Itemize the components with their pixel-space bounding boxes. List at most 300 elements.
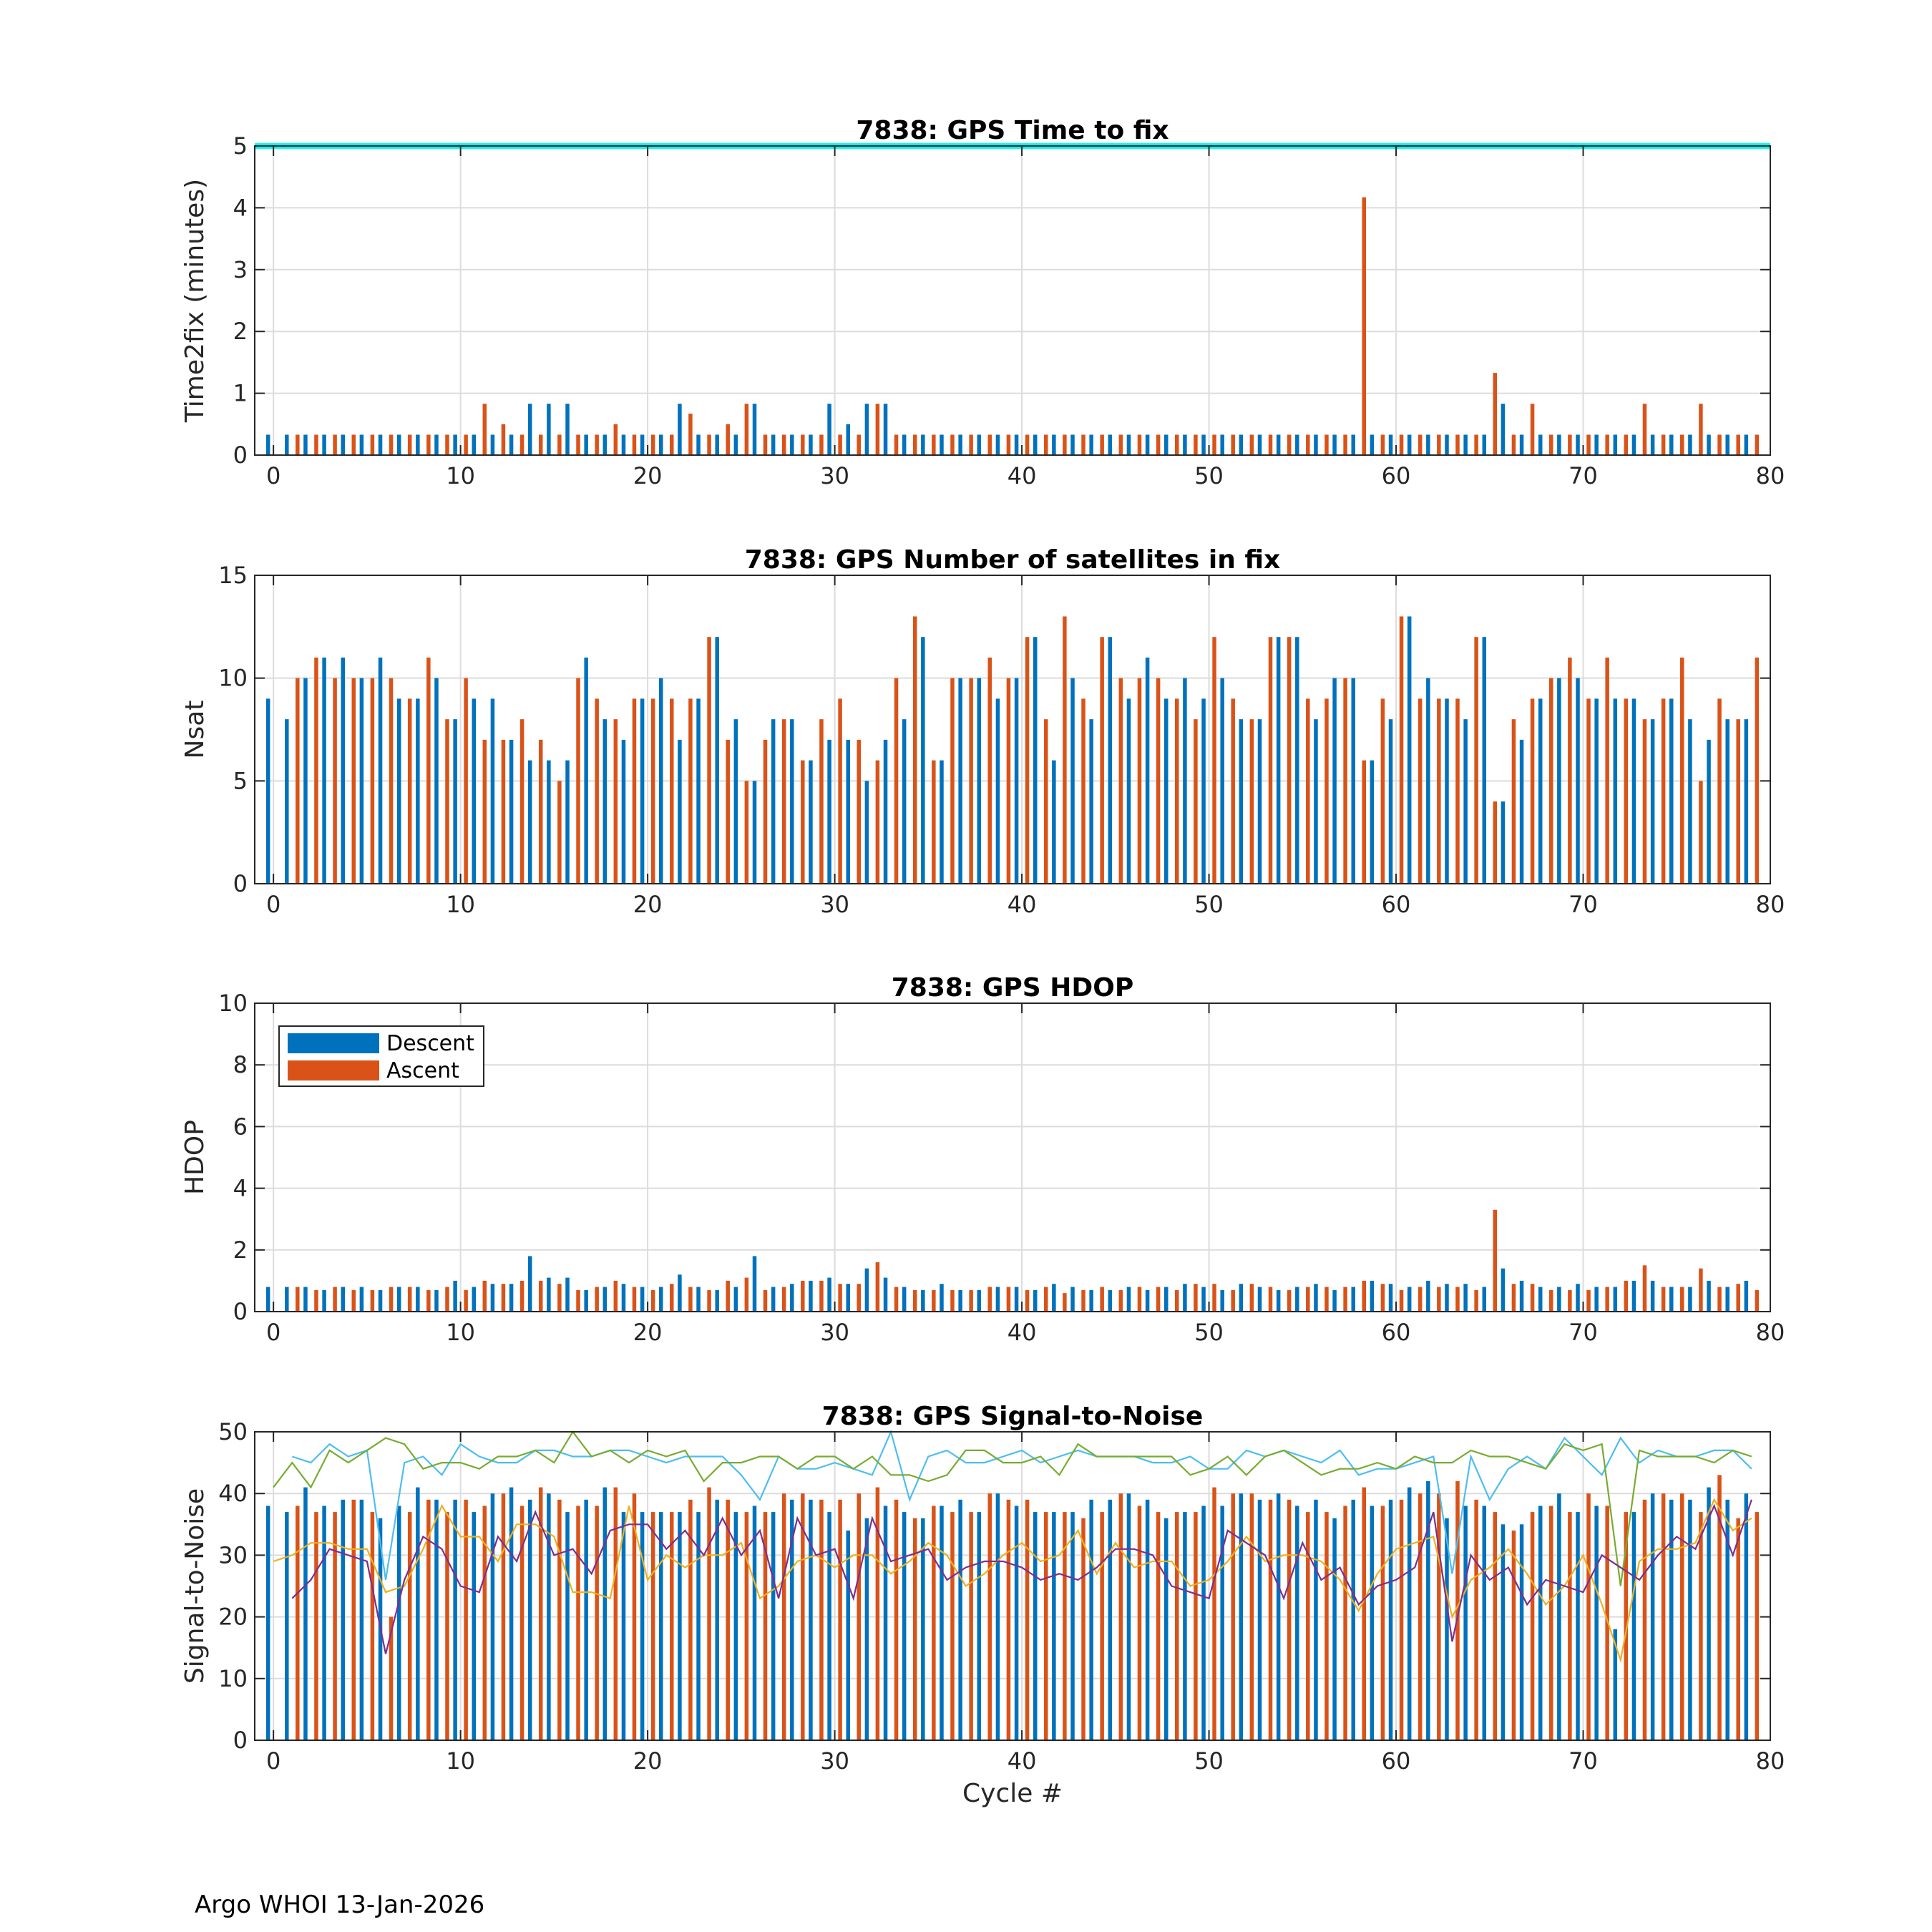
bar-descent-55 (1295, 1506, 1299, 1740)
bar-ascent-79 (1755, 658, 1760, 884)
bar-ascent-34 (913, 1518, 917, 1740)
bar-ascent-48 (1175, 1512, 1179, 1740)
bar-descent-45 (1108, 637, 1113, 884)
x-tick-label: 0 (265, 1319, 281, 1346)
bar-descent-59 (1370, 1506, 1375, 1740)
bar-descent-47 (1146, 434, 1150, 455)
bar-descent-67 (1520, 1524, 1524, 1740)
x-tick-label: 80 (1755, 462, 1785, 489)
x-tick-label: 30 (820, 891, 849, 918)
x-tick-label: 40 (1007, 462, 1037, 489)
bar-ascent-41 (1044, 434, 1048, 455)
bar-descent-75 (1669, 1287, 1674, 1312)
bar-ascent-17 (595, 434, 599, 455)
bar-ascent-75 (1680, 434, 1684, 455)
bar-ascent-74 (1662, 1287, 1666, 1312)
bar-descent-58 (1351, 434, 1355, 455)
x-tick-label: 10 (446, 1319, 475, 1346)
bar-descent-51 (1220, 1506, 1224, 1740)
bar-ascent-50 (1212, 637, 1216, 884)
bar-ascent-3 (333, 1287, 337, 1312)
bar-ascent-7 (408, 1512, 412, 1740)
bar-descent-52 (1239, 719, 1244, 884)
bar-ascent-24 (726, 740, 730, 884)
bar-descent-69 (1557, 1493, 1561, 1740)
bar-descent-8 (416, 698, 420, 884)
bar-ascent-47 (1156, 434, 1161, 455)
bar-descent-63 (1445, 434, 1449, 455)
bar-ascent-4 (351, 434, 356, 455)
bar-descent-8 (416, 1287, 420, 1312)
bar-descent-60 (1389, 719, 1393, 884)
bar-descent-66 (1501, 404, 1506, 455)
bar-ascent-16 (576, 434, 580, 455)
y-tick-label: 5 (233, 767, 248, 795)
bar-descent-24 (715, 434, 719, 455)
bar-descent-60 (1389, 434, 1393, 455)
bar-ascent-25 (745, 404, 749, 455)
bar-ascent-55 (1306, 434, 1310, 455)
bar-ascent-65 (1493, 373, 1498, 455)
bar-descent-68 (1538, 1506, 1543, 1740)
y-tick-label: 1 (233, 379, 248, 407)
bar-descent-34 (902, 1512, 907, 1740)
bar-descent-78 (1725, 434, 1729, 455)
bar-descent-76 (1688, 1287, 1692, 1312)
footer-credit: Argo WHOI 13-Jan-2026 (195, 1890, 485, 1919)
bar-ascent-45 (1119, 1290, 1123, 1312)
bar-ascent-75 (1680, 1493, 1684, 1740)
bar-ascent-51 (1231, 698, 1235, 884)
y-tick-label: 10 (218, 1664, 248, 1692)
bar-descent-58 (1351, 1287, 1355, 1312)
bar-descent-39 (996, 1493, 1000, 1740)
y-tick-label: 0 (233, 1727, 248, 1754)
bar-descent-57 (1332, 678, 1337, 884)
bar-ascent-30 (838, 1284, 842, 1312)
bar-descent-62 (1426, 678, 1430, 884)
bar-ascent-17 (595, 1506, 599, 1740)
bar-descent-20 (640, 698, 645, 884)
bar-ascent-73 (1643, 1500, 1647, 1740)
bar-ascent-4 (351, 1290, 356, 1312)
bar-ascent-29 (819, 434, 824, 455)
bar-ascent-6 (389, 1287, 394, 1312)
legend-label-descent: Descent (386, 1031, 474, 1056)
bar-ascent-43 (1081, 1518, 1085, 1740)
bar-ascent-61 (1418, 1493, 1423, 1740)
x-tick-label: 50 (1194, 462, 1224, 489)
bar-ascent-2 (314, 434, 318, 455)
bar-ascent-77 (1717, 434, 1722, 455)
bar-ascent-25 (745, 1278, 749, 1312)
bar-ascent-16 (576, 1506, 580, 1740)
bar-descent-15 (547, 1278, 551, 1312)
bar-ascent-29 (819, 1500, 824, 1740)
y-tick-label: 5 (233, 132, 248, 160)
bar-ascent-16 (576, 1290, 580, 1312)
bar-ascent-68 (1549, 1290, 1553, 1312)
bar-descent-18 (603, 1287, 608, 1312)
bar-descent-42 (1052, 434, 1056, 455)
x-tick-label: 0 (265, 462, 281, 489)
bar-ascent-33 (894, 434, 899, 455)
bar-ascent-65 (1493, 1512, 1498, 1740)
bar-descent-18 (603, 434, 608, 455)
y-axis-label: HDOP (180, 1120, 210, 1195)
bar-descent-2 (303, 678, 308, 884)
bar-descent-62 (1426, 1481, 1430, 1740)
bar-descent-10 (453, 1500, 457, 1740)
bar-ascent-59 (1381, 1284, 1385, 1312)
bar-descent-13 (509, 1488, 514, 1740)
bar-ascent-78 (1736, 434, 1740, 455)
bar-ascent-59 (1381, 1506, 1385, 1740)
bar-ascent-49 (1194, 1284, 1198, 1312)
bar-descent-4 (341, 658, 345, 884)
bar-descent-54 (1277, 434, 1281, 455)
bar-ascent-5 (371, 678, 375, 884)
bar-ascent-36 (950, 678, 955, 884)
bar-descent-65 (1483, 1287, 1487, 1312)
bar-ascent-22 (688, 414, 693, 455)
bar-ascent-69 (1568, 1290, 1572, 1312)
bar-descent-22 (678, 404, 682, 455)
bar-descent-56 (1314, 1500, 1318, 1740)
bar-descent-67 (1520, 740, 1524, 884)
bar-ascent-48 (1175, 1290, 1179, 1312)
bar-descent-65 (1483, 637, 1487, 884)
bar-descent-33 (884, 740, 888, 884)
bar-ascent-1 (296, 678, 300, 884)
bar-ascent-4 (351, 678, 356, 884)
bar-descent-27 (771, 434, 776, 455)
bar-ascent-49 (1194, 1512, 1198, 1740)
bar-descent-51 (1220, 434, 1224, 455)
bar-descent-8 (416, 1488, 420, 1740)
bar-ascent-79 (1755, 1512, 1760, 1740)
bar-ascent-27 (782, 434, 786, 455)
bar-descent-24 (715, 1500, 719, 1740)
bar-ascent-52 (1250, 1284, 1254, 1312)
bar-descent-47 (1146, 658, 1150, 884)
bar-descent-54 (1277, 1493, 1281, 1740)
bar-ascent-24 (726, 424, 730, 455)
bar-descent-31 (846, 424, 850, 455)
bar-ascent-73 (1643, 1265, 1647, 1312)
bar-descent-30 (827, 1278, 831, 1312)
bar-descent-21 (659, 434, 663, 455)
x-tick-label: 10 (446, 462, 475, 489)
bar-ascent-33 (894, 1287, 899, 1312)
bar-descent-61 (1407, 1488, 1412, 1740)
bar-descent-43 (1070, 1287, 1075, 1312)
bar-descent-68 (1538, 698, 1543, 884)
bar-descent-32 (865, 1518, 869, 1740)
legend (279, 1026, 484, 1086)
bar-ascent-43 (1081, 698, 1085, 884)
bar-descent-7 (397, 698, 401, 884)
bar-descent-22 (678, 1512, 682, 1740)
bar-descent-64 (1463, 1506, 1468, 1740)
bar-descent-31 (846, 740, 850, 884)
bar-ascent-22 (688, 1287, 693, 1312)
bar-ascent-57 (1343, 1287, 1347, 1312)
bar-descent-7 (397, 434, 401, 455)
bar-ascent-10 (464, 1290, 468, 1312)
bar-ascent-5 (371, 1290, 375, 1312)
bar-ascent-8 (426, 1290, 431, 1312)
bar-ascent-62 (1437, 1493, 1441, 1740)
bar-descent-51 (1220, 1290, 1224, 1312)
y-axis-label: Nsat (180, 700, 210, 759)
bar-descent-43 (1070, 1512, 1075, 1740)
bar-descent-23 (696, 434, 701, 455)
bar-descent-33 (884, 1278, 888, 1312)
bar-ascent-35 (932, 434, 936, 455)
bar-ascent-26 (763, 434, 768, 455)
bar-descent-60 (1389, 1500, 1393, 1740)
bar-ascent-40 (1025, 1500, 1030, 1740)
x-tick-label: 0 (265, 1747, 281, 1775)
bar-ascent-21 (670, 1512, 674, 1740)
bar-ascent-2 (314, 658, 318, 884)
bar-descent-14 (528, 1500, 532, 1740)
bar-ascent-35 (932, 1506, 936, 1740)
bar-descent-29 (809, 434, 813, 455)
bar-descent-36 (940, 1506, 944, 1740)
bar-ascent-29 (819, 1281, 824, 1312)
bar-ascent-29 (819, 719, 824, 884)
bar-ascent-60 (1400, 1290, 1404, 1312)
bar-ascent-13 (520, 719, 525, 884)
bar-ascent-28 (801, 434, 805, 455)
bar-ascent-3 (333, 678, 337, 884)
bar-descent-11 (472, 1287, 477, 1312)
bar-ascent-37 (969, 678, 973, 884)
bar-descent-39 (996, 698, 1000, 884)
bar-ascent-68 (1549, 1506, 1553, 1740)
bar-descent-9 (434, 434, 439, 455)
x-tick-label: 30 (820, 1747, 849, 1775)
bar-ascent-32 (876, 761, 880, 884)
bar-descent-50 (1201, 434, 1206, 455)
bar-descent-54 (1277, 1290, 1281, 1312)
bar-descent-47 (1146, 1500, 1150, 1740)
bar-descent-77 (1707, 434, 1711, 455)
bar-descent-16 (565, 1512, 570, 1740)
bar-ascent-35 (932, 761, 936, 884)
bar-descent-57 (1332, 1518, 1337, 1740)
bar-descent-47 (1146, 1290, 1150, 1312)
bar-ascent-78 (1736, 719, 1740, 884)
bar-ascent-40 (1025, 434, 1030, 455)
bar-ascent-69 (1568, 1512, 1572, 1740)
bar-ascent-65 (1493, 801, 1498, 884)
bar-ascent-28 (801, 761, 805, 884)
bar-descent-17 (584, 658, 588, 884)
bar-descent-0 (266, 1506, 270, 1740)
bar-ascent-31 (857, 434, 861, 455)
bar-ascent-64 (1474, 637, 1478, 884)
bar-descent-6 (379, 1290, 383, 1312)
y-tick-label: 4 (233, 1174, 248, 1202)
bar-descent-72 (1614, 1287, 1618, 1312)
bar-descent-71 (1594, 1287, 1599, 1312)
bar-descent-6 (379, 658, 383, 884)
bar-ascent-50 (1212, 1488, 1216, 1740)
bar-descent-10 (453, 1281, 457, 1312)
y-tick-label: 0 (233, 441, 248, 469)
bar-ascent-32 (876, 1262, 880, 1312)
bar-descent-19 (622, 740, 626, 884)
bar-descent-57 (1332, 1290, 1337, 1312)
bar-ascent-67 (1531, 1284, 1535, 1312)
bar-ascent-66 (1512, 719, 1516, 884)
bar-descent-34 (902, 1287, 907, 1312)
chart-title: 7838: GPS Time to fix (856, 116, 1169, 145)
bar-ascent-47 (1156, 1512, 1161, 1740)
y-tick-label: 30 (218, 1541, 248, 1569)
bar-ascent-9 (445, 1512, 449, 1740)
bar-ascent-34 (913, 434, 917, 455)
bar-ascent-61 (1418, 1287, 1423, 1312)
bar-ascent-19 (633, 698, 637, 884)
bar-ascent-70 (1586, 434, 1591, 455)
bar-ascent-45 (1119, 1493, 1123, 1740)
x-tick-label: 40 (1007, 1319, 1037, 1346)
y-tick-label: 10 (218, 664, 248, 692)
bar-ascent-36 (950, 434, 955, 455)
bar-descent-41 (1033, 637, 1038, 884)
bar-descent-17 (584, 434, 588, 455)
bar-descent-74 (1651, 1281, 1655, 1312)
bar-ascent-62 (1437, 698, 1441, 884)
bar-descent-30 (827, 1512, 831, 1740)
bar-ascent-31 (857, 1284, 861, 1312)
y-tick-label: 15 (218, 562, 248, 589)
bar-descent-19 (622, 434, 626, 455)
bar-descent-26 (753, 1256, 757, 1312)
bar-ascent-35 (932, 1290, 936, 1312)
bar-ascent-23 (707, 1290, 711, 1312)
bar-descent-16 (565, 404, 570, 455)
bar-ascent-49 (1194, 719, 1198, 884)
bar-ascent-6 (389, 678, 394, 884)
bar-descent-48 (1164, 1518, 1169, 1740)
bar-descent-3 (322, 434, 326, 455)
bar-descent-5 (360, 1500, 364, 1740)
bar-ascent-9 (445, 434, 449, 455)
bar-descent-4 (341, 1500, 345, 1740)
bar-descent-69 (1557, 434, 1561, 455)
bar-ascent-69 (1568, 658, 1572, 884)
bar-ascent-42 (1063, 1293, 1067, 1312)
bar-descent-56 (1314, 719, 1318, 884)
bar-ascent-58 (1362, 761, 1366, 884)
legend-label-ascent: Ascent (386, 1058, 459, 1083)
bar-ascent-74 (1662, 434, 1666, 455)
bar-descent-55 (1295, 434, 1299, 455)
bar-descent-12 (491, 1493, 495, 1740)
bar-descent-13 (509, 740, 514, 884)
bar-ascent-22 (688, 698, 693, 884)
bar-ascent-18 (614, 1488, 618, 1740)
bar-ascent-13 (520, 1281, 525, 1312)
y-tick-label: 6 (233, 1113, 248, 1141)
x-tick-label: 40 (1007, 891, 1037, 918)
x-tick-label: 10 (446, 1747, 475, 1775)
bar-ascent-48 (1175, 434, 1179, 455)
bar-descent-12 (491, 1284, 495, 1312)
bar-ascent-27 (782, 719, 786, 884)
bar-ascent-56 (1324, 698, 1329, 884)
bar-ascent-32 (876, 1488, 880, 1740)
x-tick-label: 0 (265, 891, 281, 918)
bar-ascent-74 (1662, 1493, 1666, 1740)
bar-descent-51 (1220, 678, 1224, 884)
bar-ascent-67 (1531, 1512, 1535, 1740)
bar-descent-33 (884, 404, 888, 455)
bar-ascent-78 (1736, 1518, 1740, 1740)
bar-descent-29 (809, 1281, 813, 1312)
bar-ascent-38 (988, 434, 992, 455)
bar-descent-18 (603, 1488, 608, 1740)
bar-descent-46 (1127, 1493, 1131, 1740)
bar-descent-37 (958, 678, 962, 884)
bar-descent-52 (1239, 434, 1244, 455)
bar-ascent-31 (857, 1493, 861, 1740)
bar-descent-68 (1538, 434, 1543, 455)
bar-descent-1 (285, 719, 289, 884)
bar-descent-30 (827, 404, 831, 455)
bar-ascent-76 (1699, 1269, 1703, 1312)
bar-descent-45 (1108, 1290, 1113, 1312)
bar-ascent-43 (1081, 1290, 1085, 1312)
bar-descent-38 (977, 434, 982, 455)
bar-ascent-21 (670, 1284, 674, 1312)
bar-descent-32 (865, 404, 869, 455)
y-tick-label: 10 (218, 990, 248, 1017)
bar-ascent-53 (1269, 1287, 1273, 1312)
bar-descent-41 (1033, 1290, 1038, 1312)
bar-descent-41 (1033, 1512, 1038, 1740)
bar-descent-70 (1576, 434, 1580, 455)
bar-ascent-51 (1231, 1290, 1235, 1312)
bar-descent-68 (1538, 1287, 1543, 1312)
bar-descent-79 (1745, 1493, 1749, 1740)
bar-ascent-12 (502, 1493, 506, 1740)
bar-ascent-78 (1736, 1284, 1740, 1312)
bar-ascent-20 (651, 698, 655, 884)
bar-descent-21 (659, 1287, 663, 1312)
bar-descent-16 (565, 1278, 570, 1312)
bar-ascent-71 (1605, 434, 1609, 455)
bar-ascent-30 (838, 1500, 842, 1740)
bar-ascent-1 (296, 1287, 300, 1312)
chart-title: 7838: GPS Number of satellites in fix (744, 545, 1281, 575)
bar-descent-10 (453, 434, 457, 455)
bar-descent-3 (322, 658, 326, 884)
bar-ascent-2 (314, 1290, 318, 1312)
bar-descent-19 (622, 1284, 626, 1312)
bar-descent-49 (1183, 1284, 1187, 1312)
bar-ascent-61 (1418, 698, 1423, 884)
bar-descent-17 (584, 1290, 588, 1312)
bar-descent-75 (1669, 698, 1674, 884)
bar-descent-40 (1015, 1287, 1019, 1312)
bar-ascent-18 (614, 719, 618, 884)
